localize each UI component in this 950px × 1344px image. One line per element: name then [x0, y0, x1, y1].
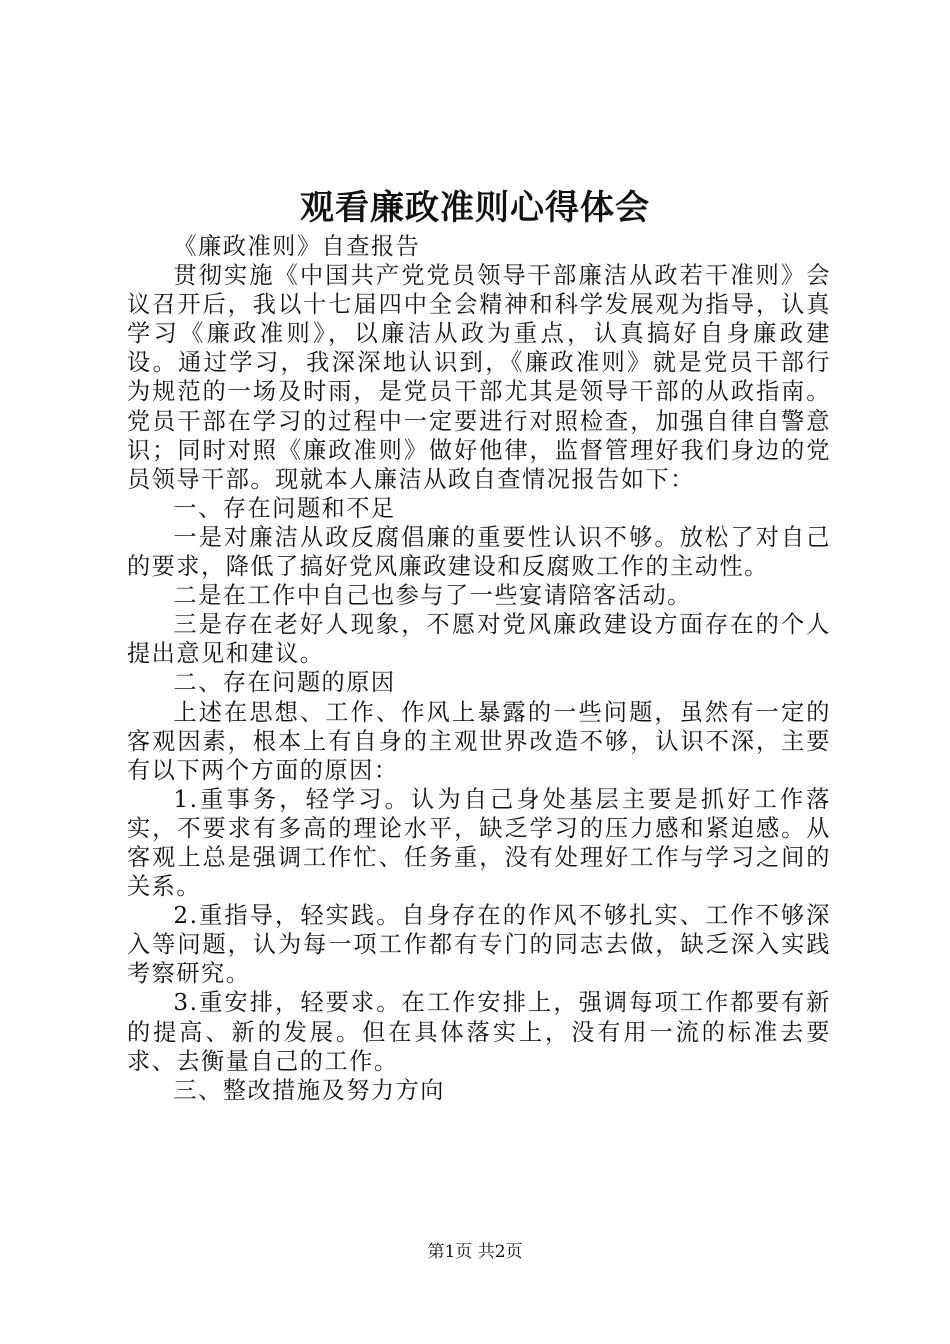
section-heading-measures: 三、整改措施及努力方向 — [173, 1076, 445, 1104]
document-body — [127, 232, 831, 1105]
paragraph-causes-intro: 上述在思想、工作、作风上暴露的一些问题，虽然有一定的客观因素，根本上有自身的主观世界改造不够，认识不深，主要有以下两个方面的原因： — [127, 698, 831, 784]
page-number-footer: 第1页 共2页 — [427, 1242, 523, 1262]
paragraph-problem-3: 三是存在老好人现象，不愿对党风廉政建设方面存在的个人提出意见和建议。 — [127, 611, 831, 668]
paragraph-report-heading: 《廉政准则》自查报告 — [173, 233, 421, 260]
paragraph-cause-2: 2.重指导，轻实践。自身存在的作风不够扎实、工作不够深入等问题，认为每一项工作都有专门的同志去做，缺乏深入实践考察研究。 — [127, 902, 831, 988]
document-title: 观看廉政准则心得体会 — [300, 188, 650, 228]
paragraph-problem-2: 二是在工作中自己也参与了一些宴请陪客活动。 — [173, 582, 692, 610]
section-heading-problems: 一、存在问题和不足 — [173, 494, 396, 522]
paragraph-intro: 贯彻实施《中国共产党党员领导干部廉洁从政若干准则》会议召开后，我以十七届四中全会精神和科学发展观为指导，认真学习《廉政准则》，以廉洁从政为重点，认真搞好自身廉政建设。通过学习，我深深地认识到，《廉政准则》就是党员干部行为规范的一场及时雨，是党员干部尤其是领导干部的从政指南。党员干部在学习的过程中一定要进行对照检查，加强自律自警意识；同时对照《廉政准则》做好他律，监督管理好我们身边的党员领导干部。现就本人廉洁从政自查情况报告如下： — [127, 262, 831, 493]
paragraph-cause-1: 1.重事务，轻学习。认为自己身处基层主要是抓好工作落实，不要求有多高的理论水平，缺乏学习的压力感和紧迫感。从客观上总是强调工作忙、任务重，没有处理好工作与学习之间的关系。 — [127, 785, 831, 901]
paragraph-cause-3: 3.重安排，轻要求。在工作安排上，强调每项工作都要有新的提高、新的发展。但在具体落实上，没有用一流的标准去要求、去衡量自己的工作。 — [127, 989, 831, 1075]
section-heading-causes: 二、存在问题的原因 — [173, 669, 396, 697]
paragraph-problem-1: 一是对廉洁从政反腐倡廉的重要性认识不够。放松了对自己的要求，降低了搞好党风廉政建设和反腐败工作的主动性。 — [127, 523, 831, 581]
